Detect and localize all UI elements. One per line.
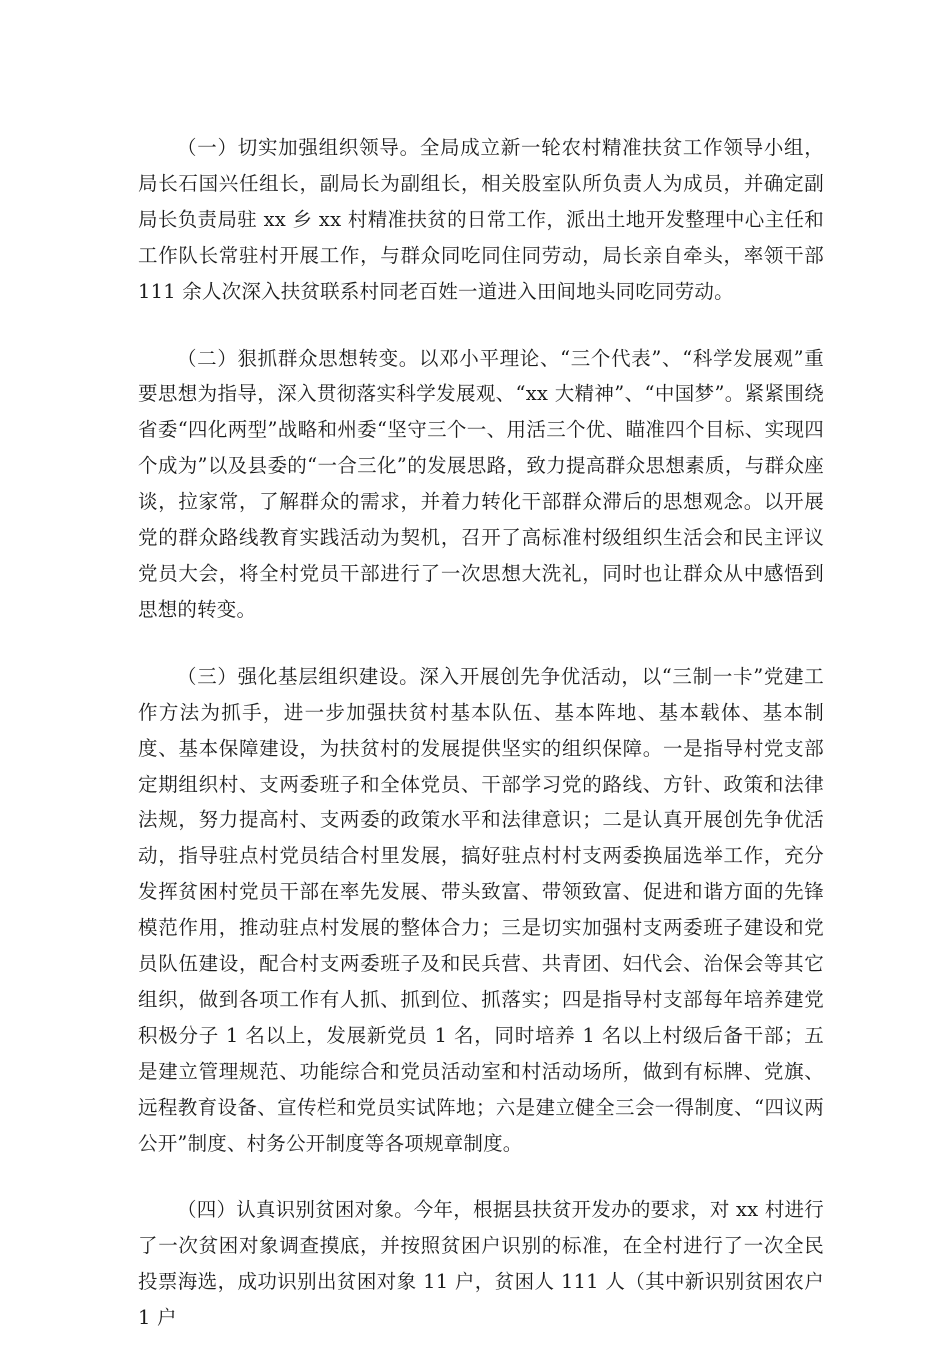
document-body [138,130,824,1367]
paragraph-ideological-change: （二）狠抓群众思想转变。以邓小平理论、“三个代表”、“科学发展观”重要思想为指导，深入贯彻落实科学发展观、“xx 大精神”、“中国梦”。紧紧围绕省委“四化两型”战略和州委“坚守三个一、用活三个优、瞄准四个目标、实现四个成为”以及县委的“一合三化”的发展思路，致力提高群众思想素质，与群众座谈，拉家常，了解群众的需求，并着力转化干部群众滞后的思想观念。以开展党的群众路线教育实践活动为契机，召开了高标准村级组织生活会和民主评议党员大会，将全村党员干部进行了一次思想大洗礼，同时也让群众从中感悟到思想的转变。 [138,346,824,621]
paragraph-organization-leadership: （一）切实加强组织领导。全局成立新一轮农村精准扶贫工作领导小组，局长石国兴任组长，副局长为副组长，相关股室队所负责人为成员，并确定副局长负责局驻 xx 乡 xx 村精准扶贫的日常工作，派出土地开发整理中心主任和工作队长常驻村开展工作，与群众同吃同住同劳动，局长亲自牵头，率领干部 111 余人次深入扶贫联系村同老百姓一道进入田间地头同吃同劳动。 [138,136,824,303]
paragraph-identify-poverty-targets: （四）认真识别贫困对象。今年，根据县扶贫开发办的要求，对 xx 村进行了一次贫困对象调查摸底，并按照贫困户识别的标准，在全村进行了一次全民投票海选，成功识别出贫困对象 11 户，贫困人 111 人（其中新识别贫困农户 1 户 [138,1198,824,1330]
paragraph-grassroots-organization: （三）强化基层组织建设。深入开展创先争优活动，以“三制一卡”党建工作方法为抓手，进一步加强扶贫村基本队伍、基本阵地、基本载体、基本制度、基本保障建设，为扶贫村的发展提供坚实的组织保障。一是指导村党支部定期组织村、支两委班子和全体党员、干部学习党的路线、方针、政策和法律法规，努力提高村、支两委的政策水平和法律意识；二是认真开展创先争优活动，指导驻点村党员结合村里发展，搞好驻点村村支两委换届选举工作，充分发挥贫困村党员干部在率先发展、带头致富、带领致富、促进和谐方面的先锋模范作用，推动驻点村发展的整体合力；三是切实加强村支两委班子建设和党员队伍建设，配合村支两委班子及和民兵营、共青团、妇代会、治保会等其它组织，做到各项工作有人抓、抓到位、抓落实；四是指导村支部每年培养建党积极分子 1 名以上，发展新党员 1 名，同时培养 1 名以上村级后备干部；五是建立管理规范、功能综合和党员活动室和村活动场所，做到有标牌、党旗、远程教育设备、宣传栏和党员实试阵地；六是建立健全三会一得制度、“四议两公开”制度、村务公开制度等各项规章制度。 [138,664,824,1155]
